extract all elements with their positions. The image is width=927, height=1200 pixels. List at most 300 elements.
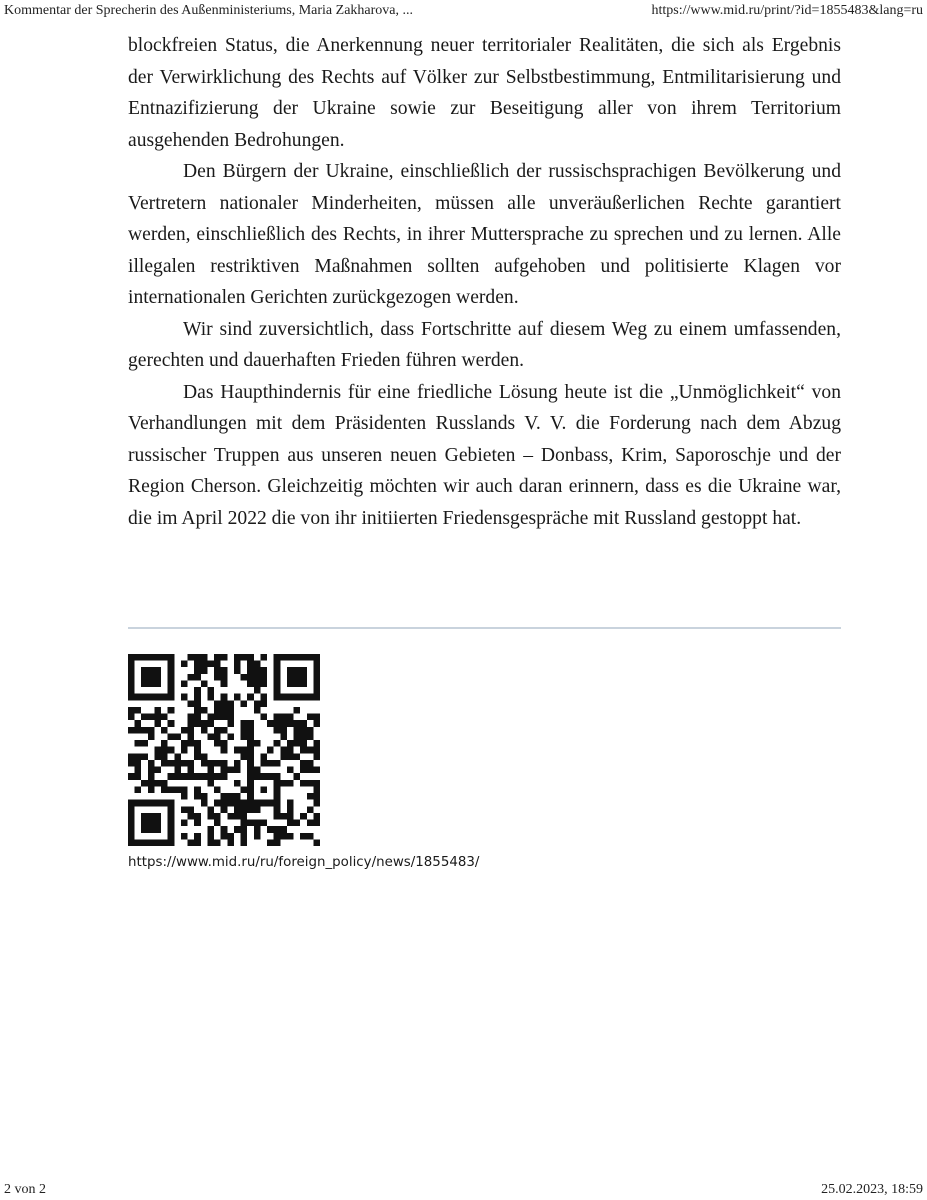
- qr-module: [194, 674, 201, 681]
- qr-module: [141, 826, 148, 833]
- qr-module: [181, 806, 188, 813]
- qr-module: [214, 733, 221, 740]
- qr-module: [207, 760, 214, 767]
- qr-module: [274, 654, 281, 661]
- qr-module: [300, 654, 307, 661]
- qr-module: [280, 727, 287, 734]
- qr-module: [148, 813, 155, 820]
- qr-module: [154, 753, 161, 760]
- qr-module: [313, 667, 320, 674]
- qr-module: [227, 767, 234, 774]
- qr-module: [168, 826, 175, 833]
- qr-module: [201, 727, 208, 734]
- qr-module: [287, 720, 294, 727]
- qr-module: [254, 667, 261, 674]
- qr-module: [300, 727, 307, 734]
- qr-module: [141, 654, 148, 661]
- qr-module: [280, 813, 287, 820]
- qr-module: [241, 733, 248, 740]
- qr-module: [194, 773, 201, 780]
- qr-module: [234, 800, 241, 807]
- qr-module: [280, 733, 287, 740]
- qr-module: [168, 687, 175, 694]
- qr-module: [128, 680, 135, 687]
- qr-module: [181, 760, 188, 767]
- qr-module: [128, 773, 135, 780]
- qr-module: [188, 714, 195, 721]
- qr-module: [267, 773, 274, 780]
- qr-module: [241, 753, 248, 760]
- qr-module: [168, 747, 175, 754]
- qr-module: [194, 661, 201, 668]
- qr-module: [135, 800, 142, 807]
- qr-module: [234, 793, 241, 800]
- qr-module: [241, 826, 248, 833]
- qr-module: [161, 839, 168, 846]
- qr-module: [128, 727, 135, 734]
- qr-module: [294, 694, 301, 701]
- qr-module: [234, 780, 241, 787]
- qr-module: [227, 720, 234, 727]
- qr-module: [287, 680, 294, 687]
- qr-module: [247, 733, 254, 740]
- qr-module: [247, 800, 254, 807]
- qr-module: [181, 694, 188, 701]
- qr-module: [221, 707, 228, 714]
- qr-module: [141, 667, 148, 674]
- qr-module: [128, 667, 135, 674]
- qr-module: [287, 740, 294, 747]
- qr-module: [174, 733, 181, 740]
- qr-module: [247, 667, 254, 674]
- qr-module: [254, 687, 261, 694]
- qr-module: [241, 820, 248, 827]
- qr-module: [254, 826, 261, 833]
- qr-module: [141, 680, 148, 687]
- qr-module: [128, 820, 135, 827]
- qr-module: [154, 747, 161, 754]
- qr-module: [141, 753, 148, 760]
- qr-module: [168, 667, 175, 674]
- qr-module: [254, 820, 261, 827]
- qr-module: [307, 760, 314, 767]
- qr-module: [247, 694, 254, 701]
- qr-module: [135, 760, 142, 767]
- qr-module: [128, 654, 135, 661]
- qr-module: [141, 740, 148, 747]
- qr-module: [188, 773, 195, 780]
- qr-module: [274, 674, 281, 681]
- qr-module: [128, 661, 135, 668]
- qr-module: [154, 667, 161, 674]
- qr-module: [154, 820, 161, 827]
- qr-module: [207, 714, 214, 721]
- qr-module: [135, 773, 142, 780]
- qr-module: [135, 707, 142, 714]
- qr-module: [194, 753, 201, 760]
- qr-module: [148, 654, 155, 661]
- qr-module: [260, 674, 267, 681]
- qr-module: [181, 820, 188, 827]
- qr-module: [234, 747, 241, 754]
- qr-module: [161, 714, 168, 721]
- qr-module: [234, 826, 241, 833]
- qr-module: [287, 833, 294, 840]
- qr-module: [260, 820, 267, 827]
- qr-module: [274, 800, 281, 807]
- qr-module: [280, 654, 287, 661]
- qr-module: [241, 747, 248, 754]
- qr-module: [227, 707, 234, 714]
- qr-module: [194, 694, 201, 701]
- qr-module: [294, 740, 301, 747]
- qr-module: [148, 680, 155, 687]
- qr-module: [188, 720, 195, 727]
- qr-module: [221, 674, 228, 681]
- qr-module: [307, 767, 314, 774]
- document-title: Kommentar der Sprecherin des Außenministeriums, Maria Zakharova, ...: [4, 3, 413, 18]
- qr-module: [274, 727, 281, 734]
- qr-module: [313, 674, 320, 681]
- qr-module: [148, 674, 155, 681]
- qr-module: [148, 773, 155, 780]
- qr-module: [168, 820, 175, 827]
- qr-module: [227, 813, 234, 820]
- qr-module: [274, 773, 281, 780]
- qr-module: [135, 694, 142, 701]
- qr-module: [247, 820, 254, 827]
- qr-module: [260, 753, 267, 760]
- qr-module: [188, 733, 195, 740]
- qr-module: [274, 687, 281, 694]
- qr-module: [181, 680, 188, 687]
- qr-module: [247, 786, 254, 793]
- qr-module: [313, 740, 320, 747]
- qr-module: [313, 767, 320, 774]
- qr-module: [294, 674, 301, 681]
- qr-module: [188, 767, 195, 774]
- qr-module: [294, 654, 301, 661]
- qr-module: [227, 714, 234, 721]
- qr-module: [188, 654, 195, 661]
- qr-module: [300, 674, 307, 681]
- qr-module: [313, 661, 320, 668]
- qr-module: [181, 727, 188, 734]
- qr-module: [247, 720, 254, 727]
- qr-module: [194, 839, 201, 846]
- qr-module: [128, 826, 135, 833]
- qr-module: [201, 707, 208, 714]
- qr-module: [154, 767, 161, 774]
- qr-module: [221, 826, 228, 833]
- qr-module: [148, 727, 155, 734]
- qr-module: [141, 780, 148, 787]
- qr-module: [221, 833, 228, 840]
- qr-module: [280, 826, 287, 833]
- qr-module: [201, 793, 208, 800]
- qr-module: [267, 800, 274, 807]
- qr-module: [287, 694, 294, 701]
- qr-module: [161, 753, 168, 760]
- qr-module: [181, 833, 188, 840]
- qr-module: [214, 654, 221, 661]
- qr-module: [214, 800, 221, 807]
- qr-module: [300, 667, 307, 674]
- qr-module: [294, 667, 301, 674]
- qr-module: [128, 714, 135, 721]
- qr-module: [168, 733, 175, 740]
- qr-module: [254, 740, 261, 747]
- qr-module: [274, 694, 281, 701]
- qr-module: [141, 727, 148, 734]
- qr-module: [274, 839, 281, 846]
- qr-module: [201, 667, 208, 674]
- qr-module: [241, 833, 248, 840]
- qr-module: [254, 700, 261, 707]
- qr-module: [174, 773, 181, 780]
- qr-module: [274, 793, 281, 800]
- qr-module: [247, 806, 254, 813]
- qr-module: [247, 740, 254, 747]
- qr-module: [201, 680, 208, 687]
- qr-module: [148, 820, 155, 827]
- qr-module: [313, 786, 320, 793]
- qr-module: [260, 800, 267, 807]
- qr-module: [313, 714, 320, 721]
- qr-module: [300, 813, 307, 820]
- qr-module: [135, 727, 142, 734]
- qr-module: [194, 707, 201, 714]
- qr-module: [227, 800, 234, 807]
- qr-module: [287, 780, 294, 787]
- qr-module: [207, 720, 214, 727]
- qr-module: [241, 727, 248, 734]
- qr-module: [254, 773, 261, 780]
- qr-module: [254, 661, 261, 668]
- qr-module: [214, 667, 221, 674]
- qr-module: [247, 773, 254, 780]
- qr-module: [194, 833, 201, 840]
- qr-module: [188, 806, 195, 813]
- qr-module: [214, 661, 221, 668]
- qr-module: [234, 661, 241, 668]
- qr-module: [168, 674, 175, 681]
- qr-module: [161, 780, 168, 787]
- qr-module: [207, 661, 214, 668]
- qr-module: [287, 813, 294, 820]
- qr-module: [154, 813, 161, 820]
- qr-module: [168, 773, 175, 780]
- qr-module: [148, 667, 155, 674]
- qr-module: [260, 773, 267, 780]
- qr-module: [300, 694, 307, 701]
- qr-module: [194, 654, 201, 661]
- qr-module: [194, 820, 201, 827]
- qr-module: [201, 720, 208, 727]
- qr-module: [135, 786, 142, 793]
- qr-module: [135, 767, 142, 774]
- qr-module: [267, 747, 274, 754]
- qr-module: [234, 694, 241, 701]
- qr-module: [168, 786, 175, 793]
- qr-module: [161, 654, 168, 661]
- qr-module: [148, 714, 155, 721]
- paragraph: Wir sind zuversichtlich, dass Fortschritte auf diesem Weg zu einem umfassenden, gerechten und dauerhaften Frieden führen werden.: [128, 318, 841, 371]
- qr-module: [300, 747, 307, 754]
- qr-module: [194, 747, 201, 754]
- qr-module: [300, 733, 307, 740]
- qr-module: [274, 740, 281, 747]
- qr-module: [161, 747, 168, 754]
- qr-module: [294, 753, 301, 760]
- qr-module: [294, 707, 301, 714]
- qr-module: [241, 674, 248, 681]
- qr-module: [234, 806, 241, 813]
- qr-module: [214, 773, 221, 780]
- qr-module: [274, 786, 281, 793]
- qr-module: [221, 680, 228, 687]
- qr-module: [201, 753, 208, 760]
- qr-module: [168, 654, 175, 661]
- qr-module: [207, 780, 214, 787]
- qr-module: [280, 694, 287, 701]
- qr-module: [154, 839, 161, 846]
- qr-module: [241, 720, 248, 727]
- qr-module: [194, 687, 201, 694]
- qr-module: [241, 800, 248, 807]
- qr-module: [294, 727, 301, 734]
- qr-module: [161, 740, 168, 747]
- qr-module: [247, 793, 254, 800]
- qr-module: [241, 806, 248, 813]
- qr-module: [128, 839, 135, 846]
- qr-module: [287, 806, 294, 813]
- qr-module: [287, 674, 294, 681]
- qr-module: [307, 694, 314, 701]
- qr-module: [221, 747, 228, 754]
- qr-module: [128, 833, 135, 840]
- qr-module: [194, 740, 201, 747]
- qr-module: [241, 813, 248, 820]
- qr-module: [207, 839, 214, 846]
- qr-module: [274, 661, 281, 668]
- qr-module: [300, 833, 307, 840]
- qr-module: [313, 720, 320, 727]
- qr-module: [221, 760, 228, 767]
- qr-module: [313, 793, 320, 800]
- qr-module: [128, 800, 135, 807]
- qr-module: [227, 793, 234, 800]
- qr-module: [141, 694, 148, 701]
- qr-module: [280, 714, 287, 721]
- qr-module: [148, 760, 155, 767]
- qr-module: [307, 747, 314, 754]
- qr-module: [227, 839, 234, 846]
- qr-module: [154, 714, 161, 721]
- qr-module: [154, 720, 161, 727]
- article-body: [128, 30, 841, 534]
- qr-module: [241, 786, 248, 793]
- qr-module: [135, 753, 142, 760]
- qr-module: [260, 760, 267, 767]
- qr-module: [207, 694, 214, 701]
- qr-module: [300, 720, 307, 727]
- qr-module: [313, 813, 320, 820]
- qr-module: [274, 813, 281, 820]
- qr-module: [221, 773, 228, 780]
- qr-module: [274, 780, 281, 787]
- qr-module: [214, 707, 221, 714]
- qr-module: [221, 740, 228, 747]
- qr-module: [161, 786, 168, 793]
- qr-module: [254, 806, 261, 813]
- qr-module: [168, 800, 175, 807]
- qr-module: [194, 667, 201, 674]
- qr-module: [307, 806, 314, 813]
- qr-module: [274, 760, 281, 767]
- qr-module: [313, 780, 320, 787]
- qr-module: [247, 780, 254, 787]
- qr-module: [148, 826, 155, 833]
- qr-module: [260, 680, 267, 687]
- qr-module: [141, 839, 148, 846]
- qr-module: [154, 680, 161, 687]
- qr-module: [221, 793, 228, 800]
- qr-module: [135, 740, 142, 747]
- qr-module: [313, 800, 320, 807]
- qr-module: [128, 687, 135, 694]
- qr-module: [254, 680, 261, 687]
- qr-module: [194, 786, 201, 793]
- qr-module: [207, 773, 214, 780]
- qr-module: [313, 839, 320, 846]
- qr-module: [141, 813, 148, 820]
- qr-module: [168, 661, 175, 668]
- qr-module: [227, 833, 234, 840]
- qr-module: [227, 700, 234, 707]
- qr-module: [188, 740, 195, 747]
- qr-module: [181, 740, 188, 747]
- qr-module: [221, 700, 228, 707]
- qr-module: [254, 674, 261, 681]
- qr-module: [307, 820, 314, 827]
- qr-module: [188, 839, 195, 846]
- qr-module: [274, 667, 281, 674]
- qr-module: [161, 694, 168, 701]
- qr-module: [241, 839, 248, 846]
- qr-module: [148, 839, 155, 846]
- qr-module: [280, 747, 287, 754]
- qr-module: [161, 760, 168, 767]
- qr-module: [214, 839, 221, 846]
- qr-module: [181, 747, 188, 754]
- qr-module: [148, 800, 155, 807]
- qr-module: [221, 654, 228, 661]
- qr-module: [221, 694, 228, 701]
- qr-module: [181, 786, 188, 793]
- qr-module: [154, 707, 161, 714]
- qr-module: [174, 753, 181, 760]
- qr-module: [221, 767, 228, 774]
- qr-module: [188, 813, 195, 820]
- qr-module: [274, 826, 281, 833]
- qr-module: [141, 820, 148, 827]
- qr-module: [214, 813, 221, 820]
- qr-module: [227, 733, 234, 740]
- qr-module: [174, 767, 181, 774]
- qr-module: [128, 760, 135, 767]
- qr-module: [154, 780, 161, 787]
